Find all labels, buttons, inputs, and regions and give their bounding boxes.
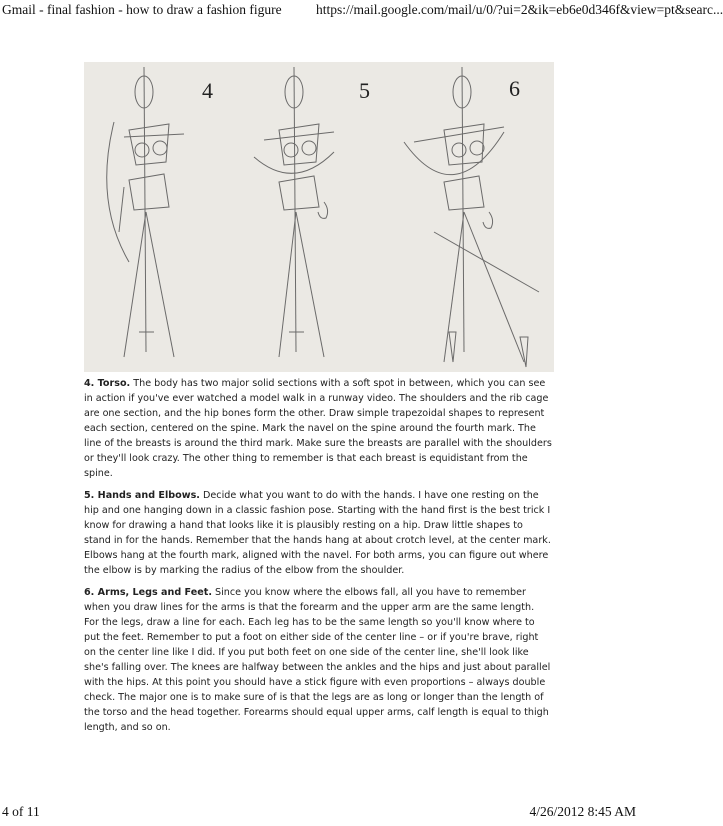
section-text: Since you know where the elbows fall, all you have to remember when you draw lines for the arms is that the forearm and the upper arm are the same length. For the legs, draw a line for each. Each leg has to be the same length so you'll know where to put the feet. Remember to put a foot on either side of the center line – or if you're brave, right on the center line like I did. If you put both feet on one side of the center line, she'll look like she's falling over. The knees are halfway between the ankles and the hips and just about parallel with the hips. At this point you should have a stick figure with even proportions – always double check. The major one is to make sure of is that the legs are as long or longer than the length of the torso and the head together. Forearms should equal upper arms, calf length is equal to thigh length, and so on. (84, 587, 551, 733)
section-torso (84, 376, 552, 481)
section-hands-elbows (84, 488, 552, 578)
section-heading: 5. Hands and Elbows. (84, 490, 200, 501)
section-text: Decide what you want to do with the hands. I have one resting on the hip and one hanging down in a classic fashion pose. Starting with the hand first is the best trick I know for drawing a hand that looks like it is plausibly resting on a hip. Draw little shapes to stand in for the hands. Remember that the hands hang at about crotch level, at the center mark. Elbows hang at the fourth mark, aligned with the navel. For both arms, you can figure out where the elbow is by marking the radius of the elbow from the shoulder. (84, 490, 551, 576)
section-arms-legs-feet (84, 585, 552, 735)
section-text: The body has two major solid sections with a soft spot in between, which you can see in action if you've ever watched a model walk in a runway video. The shoulders and the rib cage are one section, and the hip bones form the other. Draw simple trapezoidal shapes to represent each section, centered on the spine. Mark the navel on the spine around the fourth mark. The line of the breasts is around the third mark. Make sure the breasts are parallel with the shoulders or they'll look crazy. The other thing to remember is that each breast is equidistant from the spine. (84, 378, 552, 479)
page-number: 4 of 11 (2, 804, 40, 819)
step-label-6: 6 (509, 76, 520, 101)
print-header (0, 0, 723, 20)
step-label-4: 4 (202, 78, 213, 103)
paper-background (84, 62, 554, 372)
page-title: Gmail - final fashion - how to draw a fashion figure (2, 2, 282, 17)
print-datetime: 4/26/2012 8:45 AM (529, 804, 636, 819)
section-heading: 4. Torso. (84, 378, 131, 389)
section-heading: 6. Arms, Legs and Feet. (84, 587, 212, 598)
step-label-5: 5 (359, 78, 370, 103)
page-url: https://mail.google.com/mail/u/0/?ui=2&ik=eb6e0d346f&view=pt&searc... (316, 2, 723, 17)
print-footer (0, 804, 638, 826)
fashion-sketch-image (84, 62, 554, 372)
article-body (84, 376, 552, 742)
sketch-drawing (84, 62, 554, 372)
